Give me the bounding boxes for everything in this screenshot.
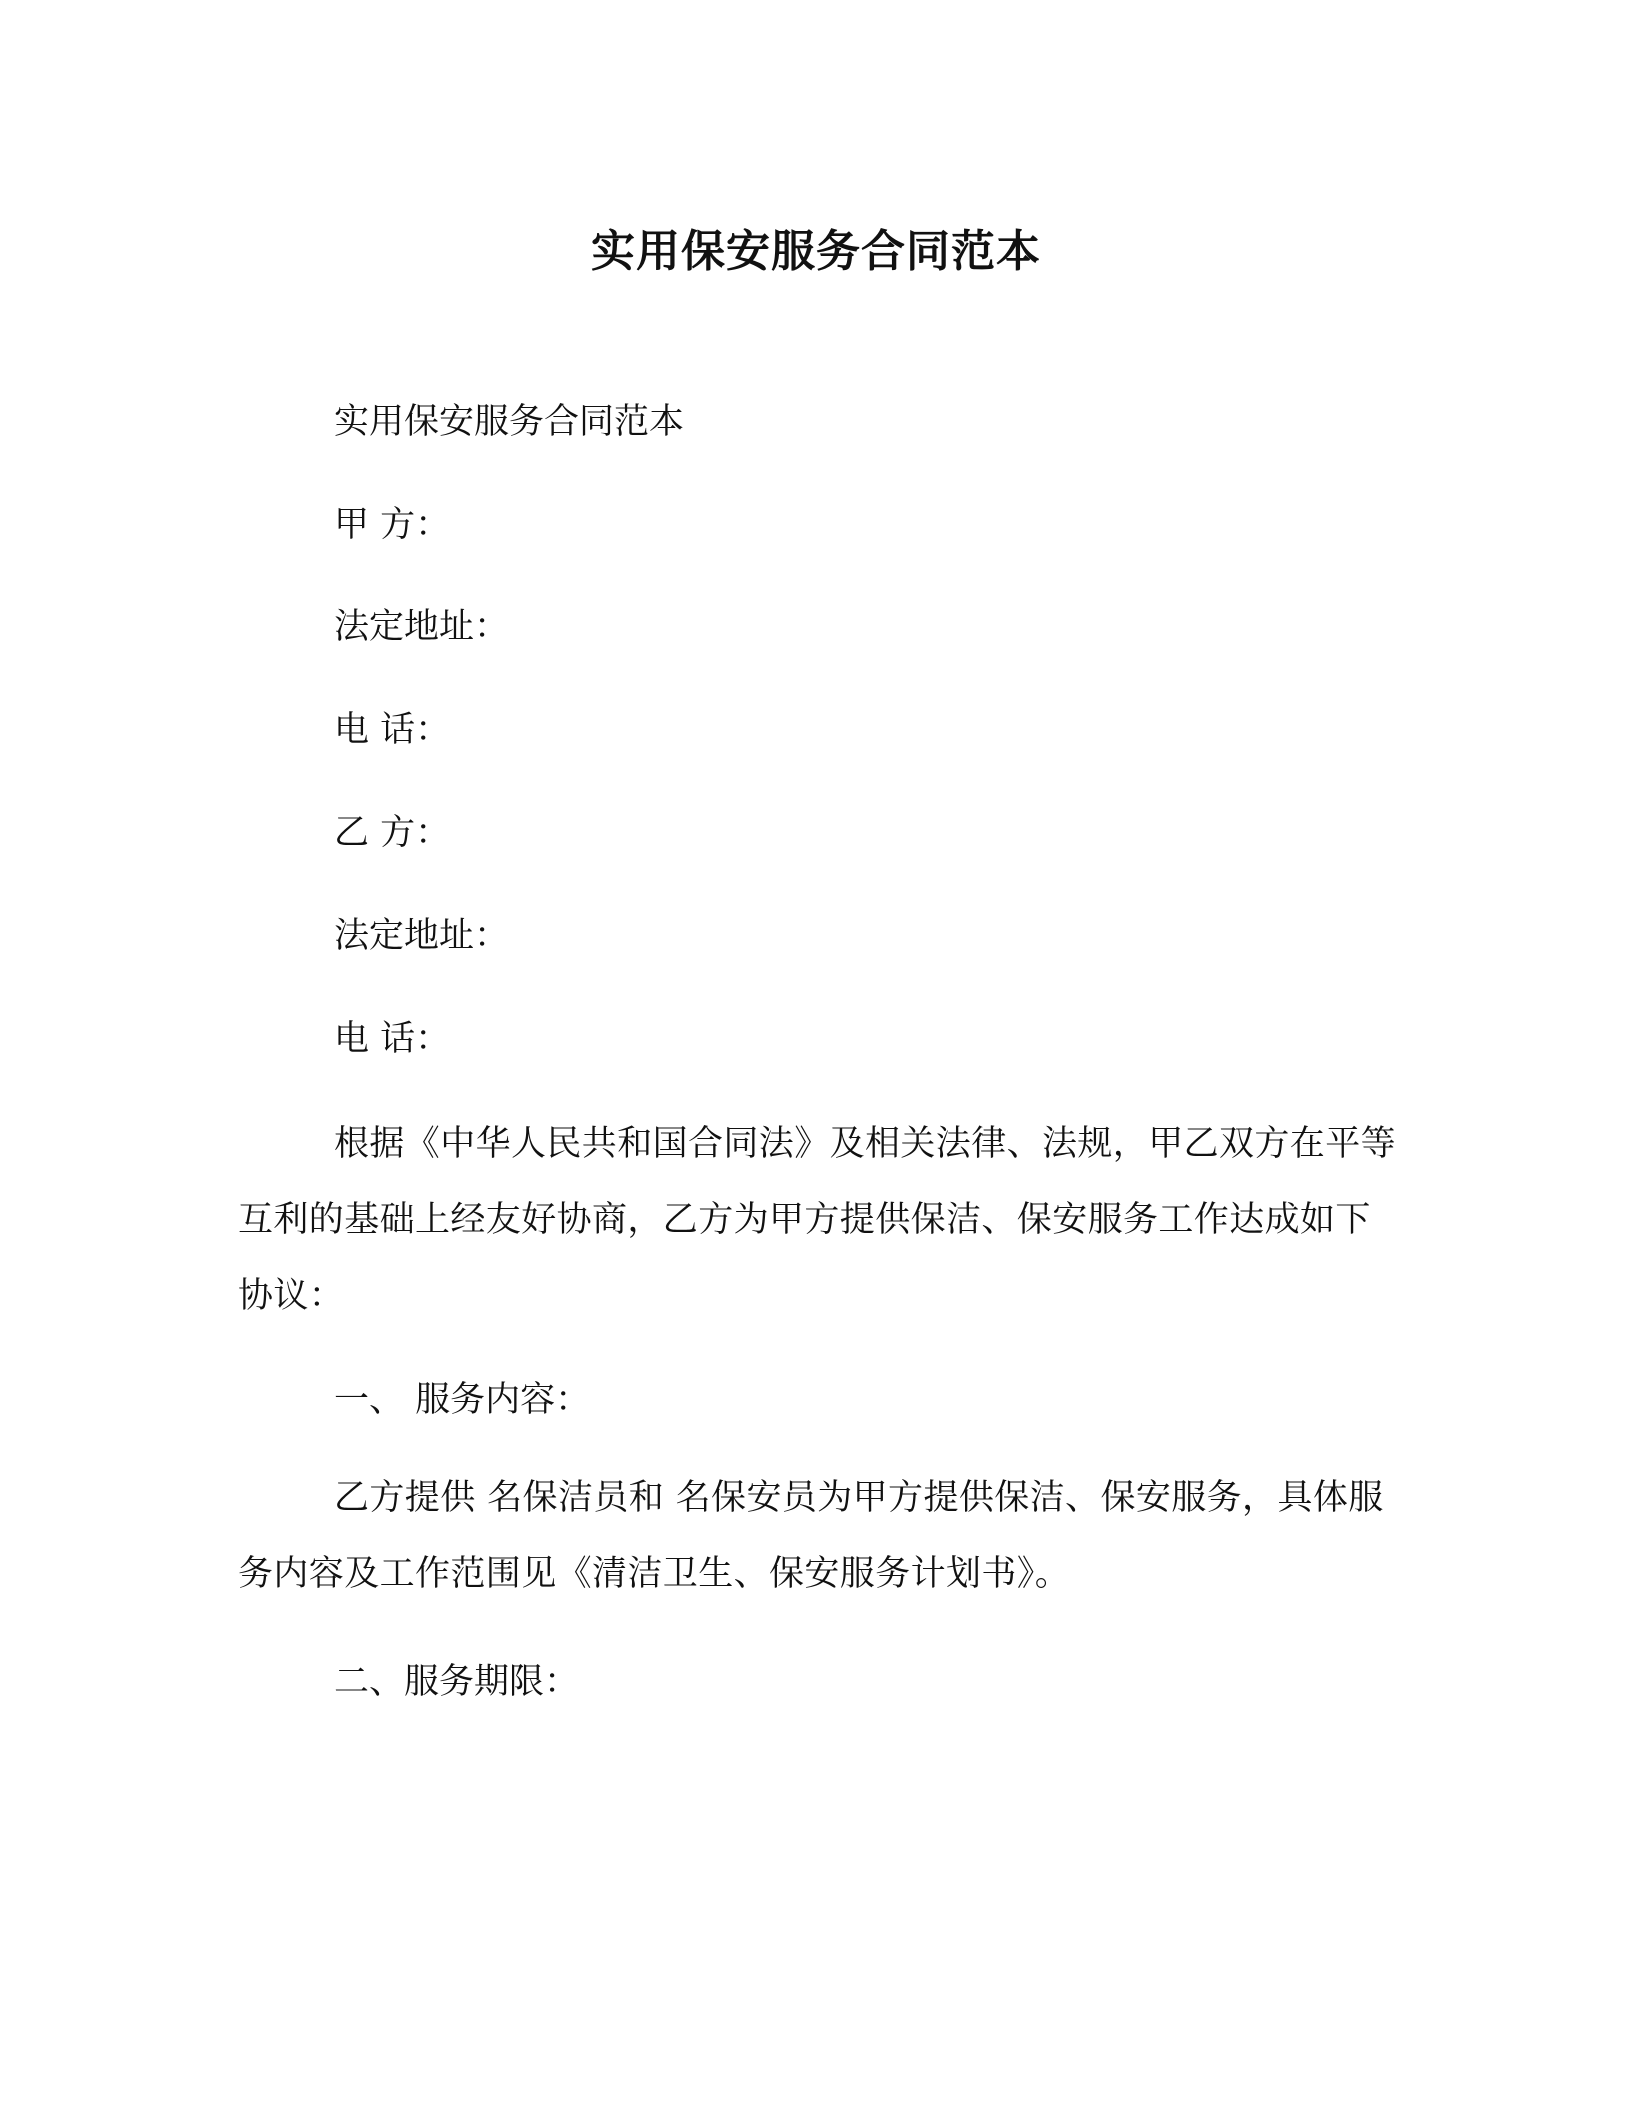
document-title: 实用保安服务合同范本: [591, 226, 1041, 277]
section-1-heading: 一、 服务内容：: [334, 1380, 591, 1420]
party-b-address-label: 法定地址：: [334, 916, 510, 956]
party-a-phone-label: 电 话：: [334, 710, 451, 750]
section-2-heading: 二、服务期限：: [334, 1662, 580, 1702]
party-b-phone-label: 电 话：: [334, 1019, 451, 1059]
document-subtitle: 实用保安服务合同范本: [334, 402, 685, 442]
party-a-label: 甲 方：: [334, 505, 451, 545]
preamble-paragraph: 根据《中华人民共和国合同法》及相关法律、法规，甲乙双方在平等互利的基础上经友好协商，乙方为甲方提供保洁、保安服务工作达成如下协议：: [238, 1124, 1397, 1316]
party-a-address-label: 法定地址：: [334, 607, 510, 647]
party-b-label: 乙 方：: [334, 813, 451, 853]
section-1-body: 乙方提供 名保洁员和 名保安员为甲方提供保洁、保安服务，具体服务内容及工作范围见《清洁卫生、保安服务计划书》。: [238, 1478, 1384, 1594]
